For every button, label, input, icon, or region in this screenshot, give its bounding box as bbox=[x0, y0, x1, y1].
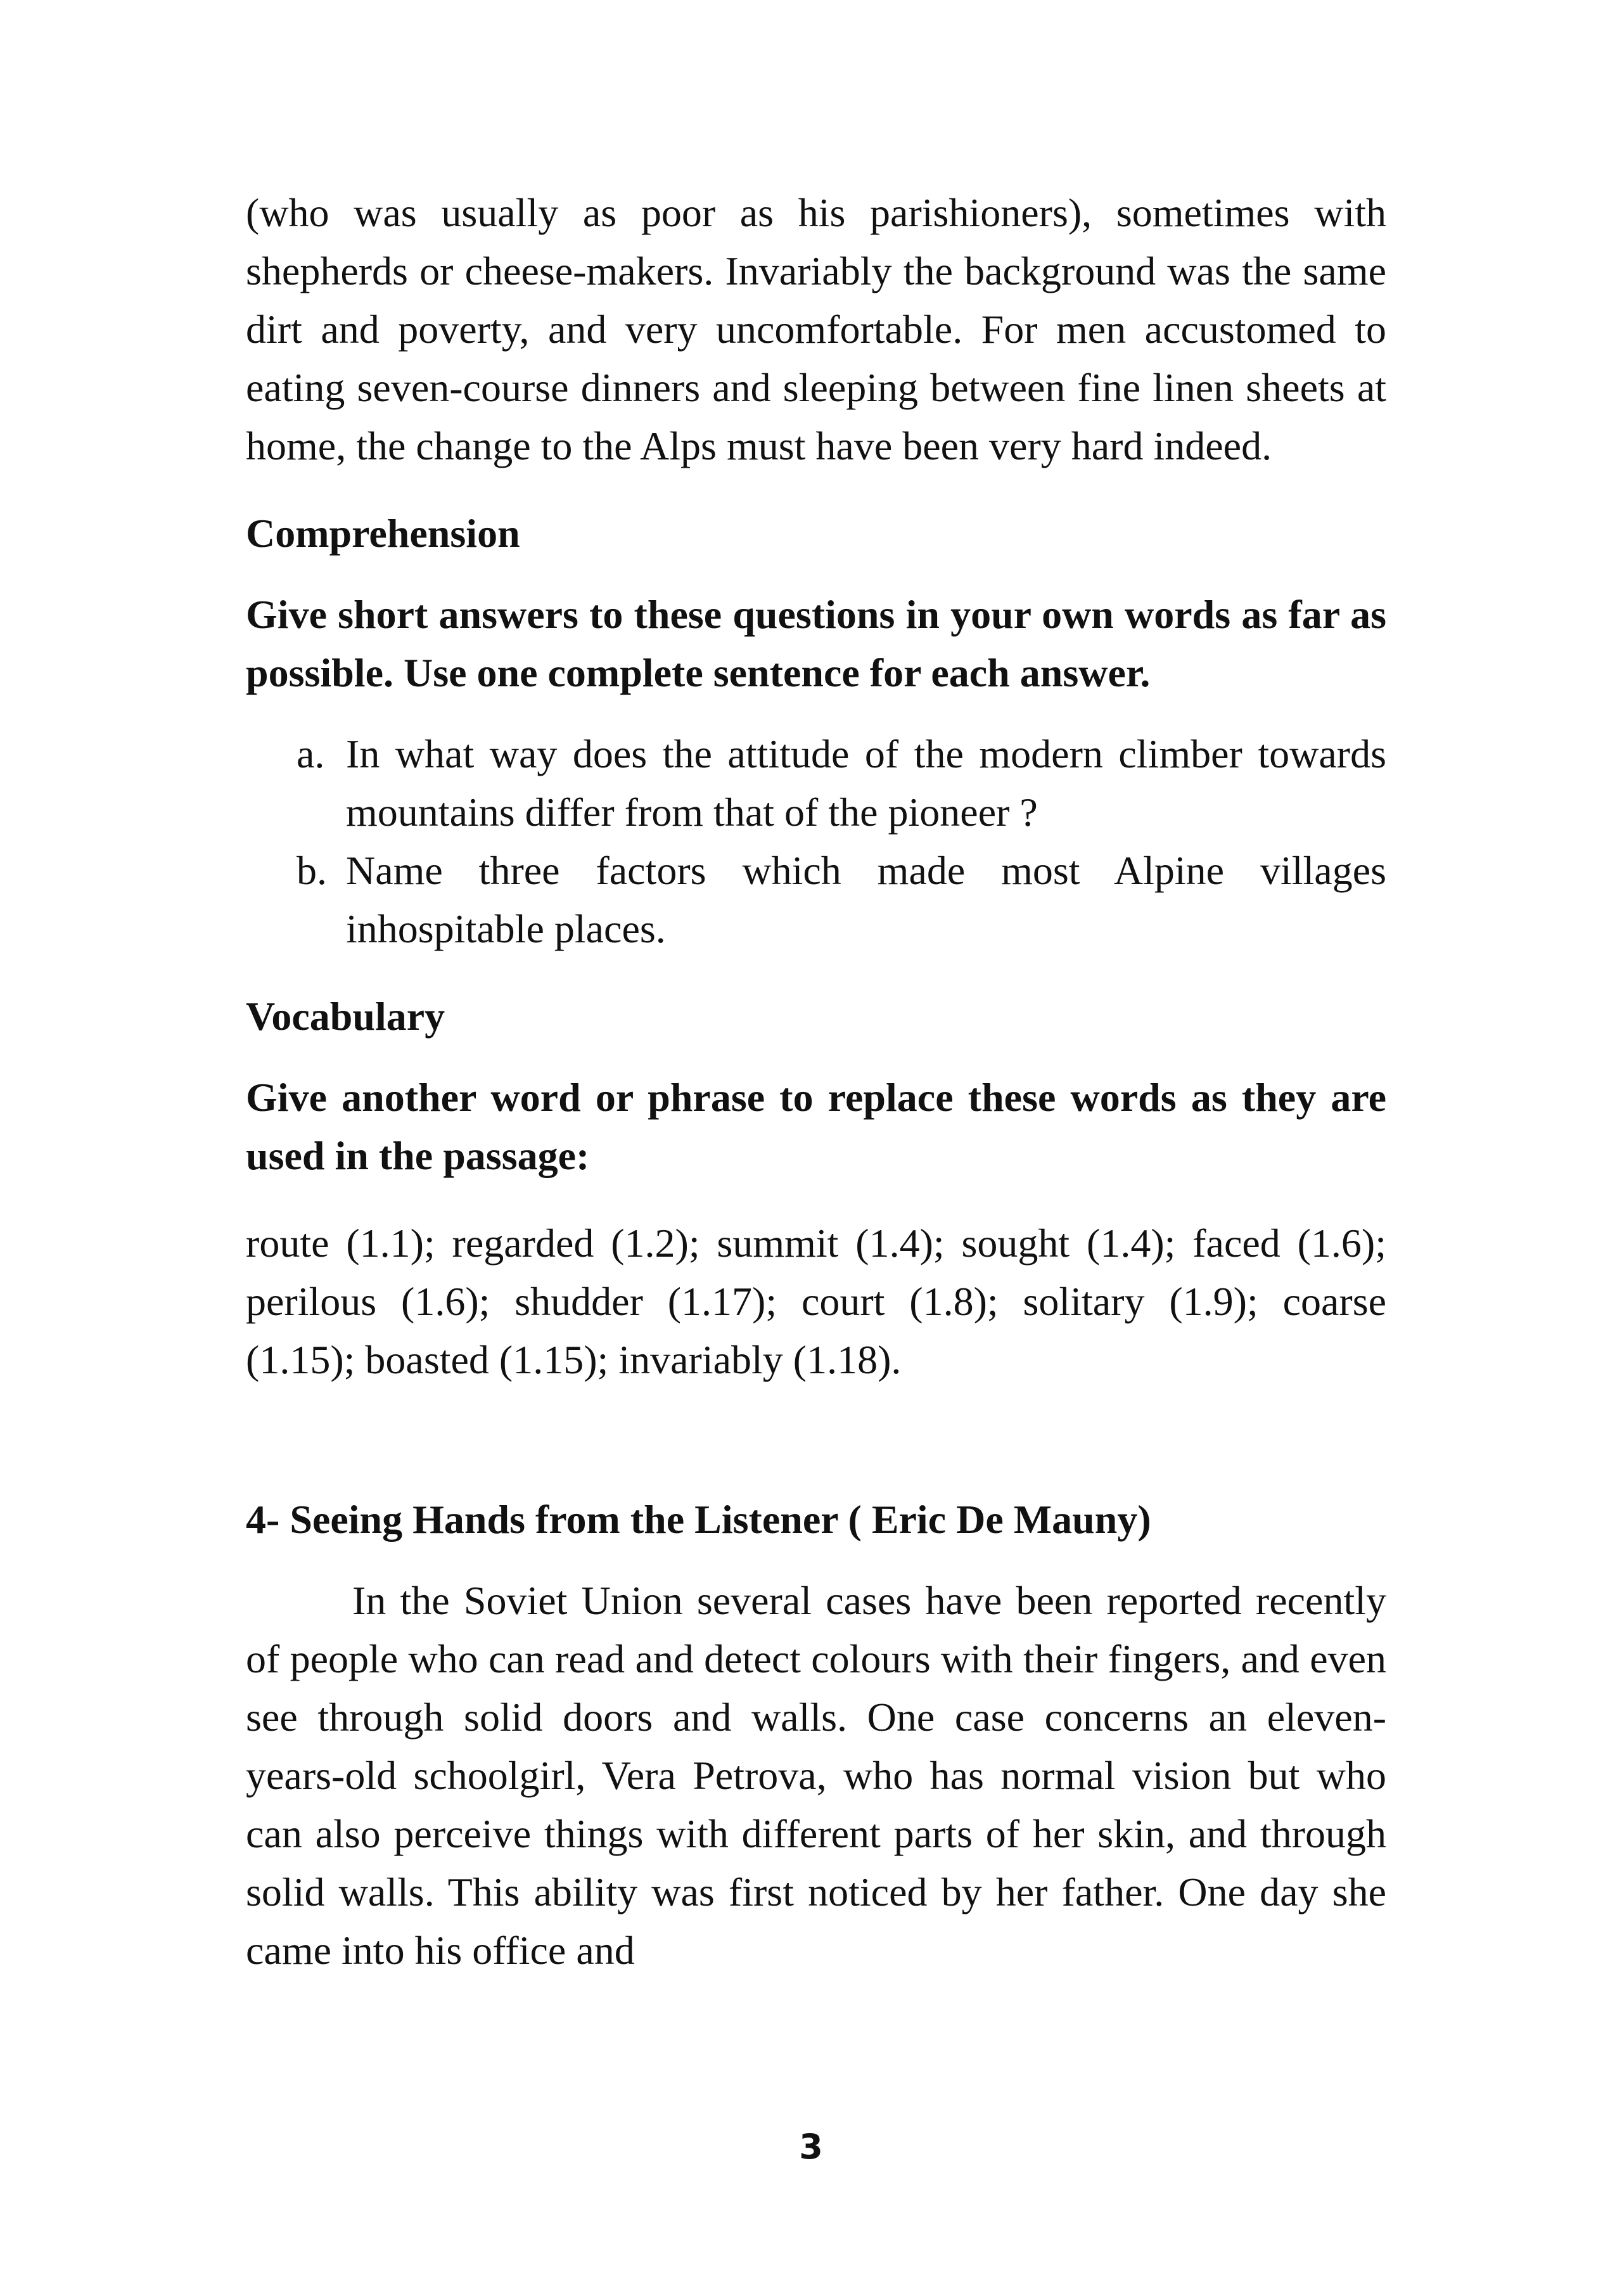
question-list bbox=[246, 725, 1386, 958]
section-heading: 4- Seeing Hands from the Listener ( Eric De Mauny) bbox=[246, 1497, 1151, 1542]
document-page bbox=[246, 184, 1386, 1980]
comprehension-heading: Comprehension bbox=[246, 511, 520, 556]
vocabulary-words: route (1.1); regarded (1.2); summit (1.4); sought (1.4); faced (1.6); perilous (1.6); shudder (1.17); court (1.8); solitary (1.9); coarse (1.15); boasted (1.15); invariably (1.18). bbox=[246, 1221, 1386, 1382]
vocabulary-instruction: Give another word or phrase to replace these words as they are used in the passage: bbox=[246, 1075, 1386, 1178]
vocabulary-heading: Vocabulary bbox=[246, 994, 445, 1039]
intro-paragraph: (who was usually as poor as his parishioners), sometimes with shepherds or cheese-makers. Invariably the background was the same dirt and poverty, and very uncomfortable. For men accustomed to eating seven-course dinners and sleeping between fine linen sheets at home, the change to the Alps must have been very hard indeed. bbox=[246, 190, 1386, 468]
question-text: In what way does the attitude of the modern climber towards mountains differ from that of the pioneer ? bbox=[346, 731, 1386, 835]
question-letter: b. bbox=[297, 848, 327, 893]
question-a bbox=[297, 725, 1386, 842]
question-letter: a. bbox=[297, 731, 325, 776]
question-b bbox=[297, 842, 1386, 958]
question-text: Name three factors which made most Alpine villages inhospitable places. bbox=[346, 848, 1386, 951]
section-paragraph: In the Soviet Union several cases have been reported recently of people who can read and detect colours with their fingers, and even see through solid doors and walls. One case concerns an eleven-years-old schoolgirl, Vera Petrova, who has normal vision but who can also perceive things with different parts of her skin, and through solid walls. This ability was first noticed by her father. One day she came into his office and bbox=[246, 1578, 1386, 1973]
page-number: 3 bbox=[799, 2127, 823, 2167]
comprehension-instruction: Give short answers to these questions in your own words as far as possible. Use one complete sentence for each answer. bbox=[246, 592, 1386, 695]
